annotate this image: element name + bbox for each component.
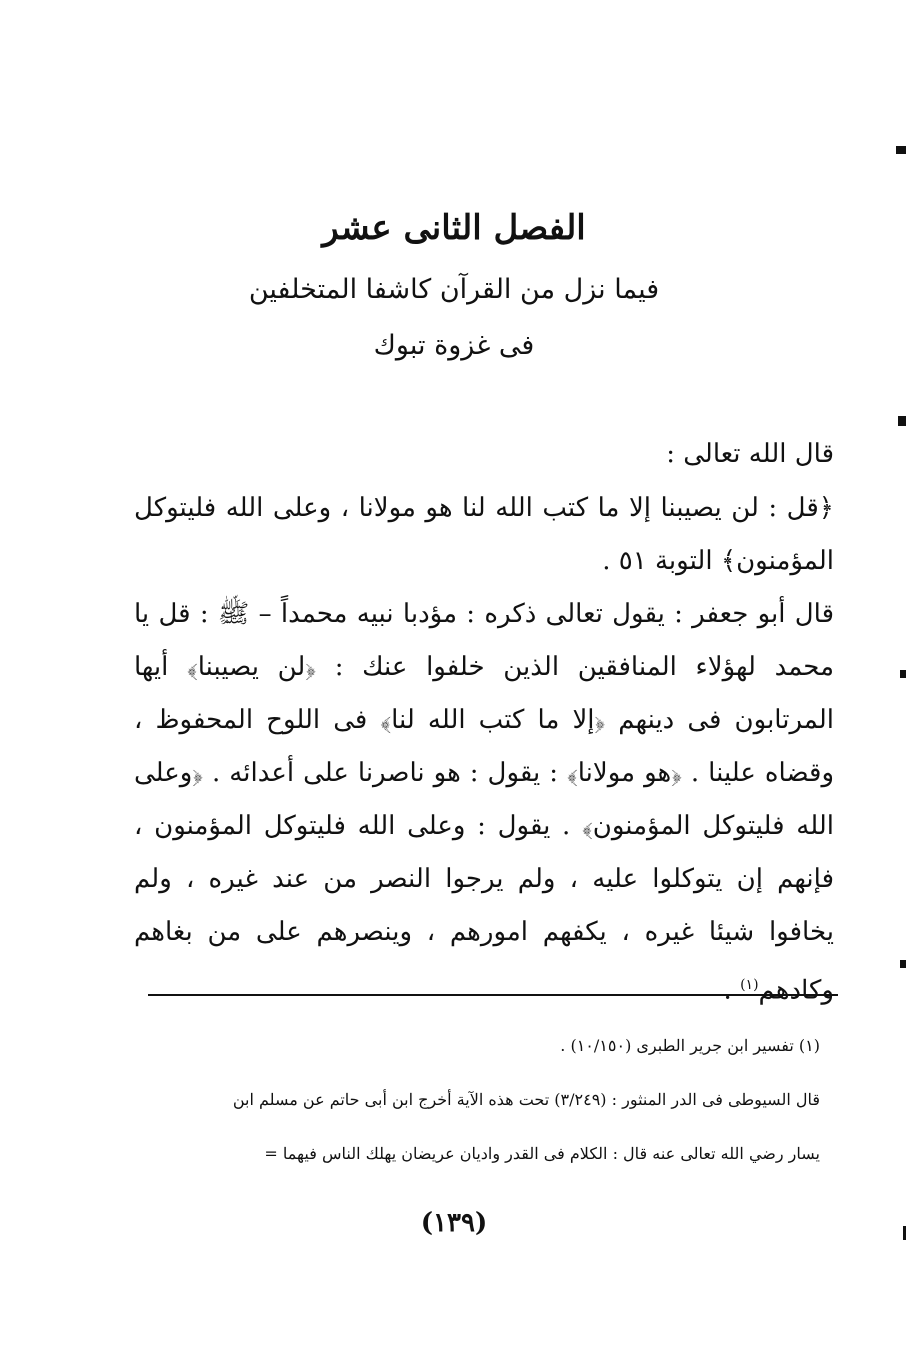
footnote-1-continued-line-1: قال السيوطى فى الدر المنثور : (٣/٢٤٩) تحت هذه الآية أخرج ابن أبى حاتم عن مسلم ابن	[232, 1090, 820, 1109]
page-number: (١٣٩)	[420, 1208, 488, 1238]
scan-edge-mark	[900, 960, 906, 968]
footnote-reference[interactable]: (١)	[740, 977, 759, 993]
intro-text: قال الله تعالى :	[666, 439, 834, 469]
chapter-subtitle-line-1: فيما نزل من القرآن كاشفا المتخلفين	[248, 274, 660, 305]
commentary-paragraph	[134, 588, 834, 1018]
footnote-1-continued-line-2: يسار رضي الله تعالى عنه قال : الكلام فى القدر واديان عريضان يهلك الناس فيهما =	[264, 1144, 820, 1163]
chapter-subtitle-line-2: فى غزوة تبوك	[373, 330, 535, 361]
scan-edge-mark	[903, 1226, 906, 1240]
footnote-divider	[148, 994, 838, 996]
scan-edge-mark	[900, 670, 906, 678]
footnote-1: (١) تفسير ابن جرير الطبرى (١٠/١٥٠) .	[560, 1036, 820, 1055]
scan-edge-mark	[896, 146, 906, 154]
quran-verse: ﴿قل : لن يصيبنا إلا ما كتب الله لنا هو مولانا ، وعلى الله فليتوكل المؤمنون﴾ التوبة ٥١ .	[134, 493, 834, 576]
commentary-text: قال أبو جعفر : يقول تعالى ذكره : مؤدبا نبيه محمداً – ﷺ : قل يا محمد لهؤلاء المنافقين الذين خلفوا عنك : ﴿لن يصيبنا﴾ أيها المرتابون فى دينهم ﴿إلا ما كتب الله لنا﴾ فى اللوح المحفوظ ، وقضاه علينا . ﴿هو مولانا﴾ : يقول : هو ناصرنا على أعدائه . ﴿وعلى الله فليتوكل المؤمنون﴾ . يقول : وعلى الله فليتوكل المؤمنون ، فإنهم إن يتوكلوا عليه ، ولم يرجوا النصر من عند غيره ، ولم يخافوا شيئا غيره ، يكفهم امورهم ، وينصرهم على من بغاهم وكادهم	[134, 599, 834, 1006]
commentary-end: .	[723, 975, 741, 1006]
chapter-title: الفصل الثانى عشر	[322, 208, 586, 248]
scan-edge-mark	[898, 416, 906, 426]
